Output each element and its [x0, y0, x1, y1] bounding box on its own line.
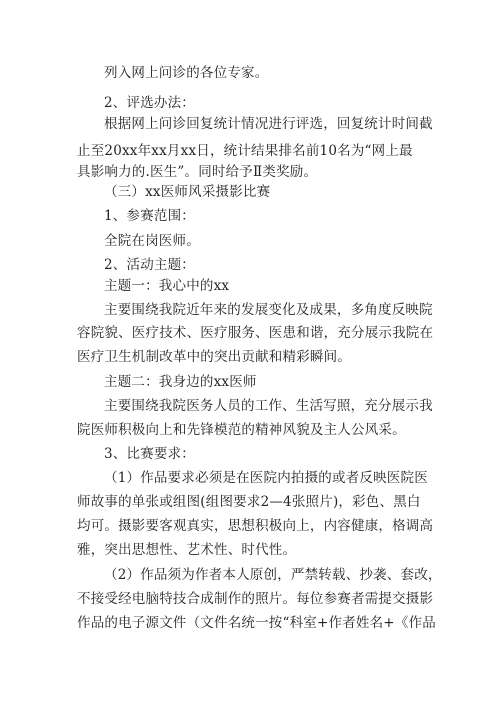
text-line: 容院貌、医疗技术、医疗服务、医患和谐，充分展示我院在 [77, 325, 434, 341]
text-line: 全院在岗医师。 [104, 233, 200, 249]
text-line: 均可。摄影要客观真实，思想积极向上，内容健康，格调高 [77, 518, 434, 534]
text-line: 雅，突出思想性、艺术性、时代性。 [77, 542, 297, 558]
text-line: 主要围绕我院医务人员的工作、生活写照，充分展示我 [104, 398, 433, 414]
text-line: （2）作品须为作者本人原创，严禁转载、抄袭、套改， [104, 567, 442, 583]
text-line: 医疗卫生机制改革中的突出贡献和精彩瞬间。 [77, 349, 351, 365]
text-line: 根据网上问诊回复统计情况进行评选，回复统计时间截 [104, 116, 433, 132]
section-heading: 2、活动主题： [104, 257, 195, 273]
text-line: 作品的电子源文件（文件名统一按“科室+作者姓名+《作品 [77, 615, 436, 631]
text-line: 具影响力的.医生”。同时给予Ⅱ类奖励。 [77, 164, 318, 180]
section-heading: 1、参赛范围： [104, 208, 195, 224]
text-line: 院医师积极向上和先锋模范的精神风貌及主人公风采。 [77, 422, 406, 438]
section-heading: 3、比赛要求： [104, 446, 195, 462]
text-line: （1）作品要求必须是在医院内拍摄的或者反映医院医 [104, 470, 428, 486]
text-line: 止至20xx年xx月xx日，统计结果排名前10名为“网上最 [77, 143, 413, 159]
section-heading: （三）xx医师风采摄影比赛 [104, 184, 271, 200]
text-line: 不接受经电脑特技合成制作的照片。每位参赛者需提交摄影 [77, 591, 434, 607]
text-line: 列入网上问诊的各位专家。 [104, 65, 269, 81]
theme-heading: 主题二：我身边的xx医师 [104, 374, 257, 390]
section-heading: 2、评选办法： [104, 95, 195, 111]
theme-heading: 主题一：我心中的xx [104, 278, 230, 294]
text-line: 师故事的单张或组图(组图要求2—4张照片)，彩色、黑白 [77, 494, 421, 510]
text-line: 主要围绕我院近年来的发展变化及成果，多角度反映院 [104, 302, 433, 318]
